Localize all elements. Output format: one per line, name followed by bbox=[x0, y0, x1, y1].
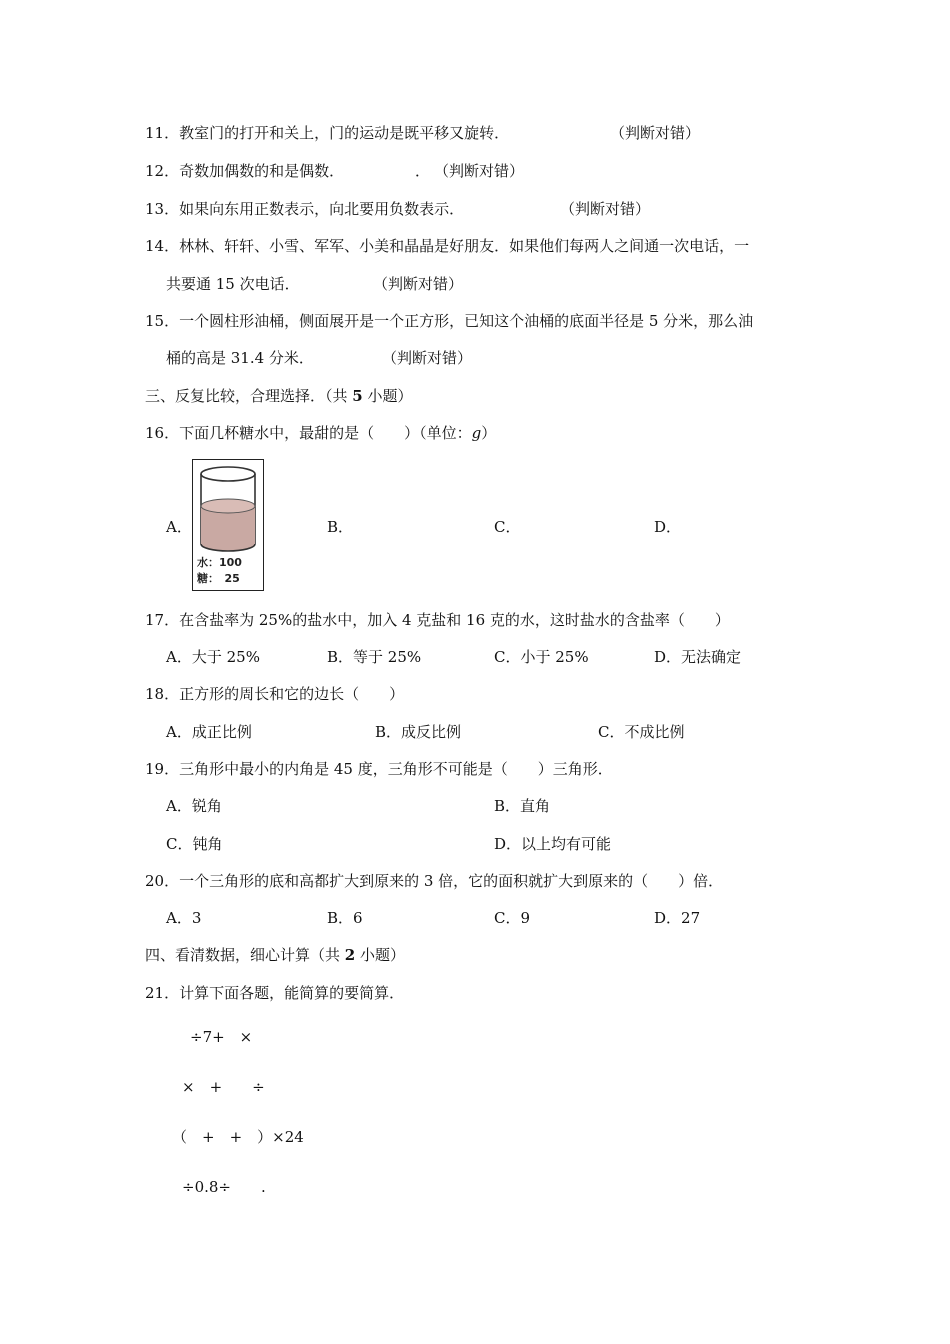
option-b[interactable]: B．等于 25% bbox=[327, 648, 422, 666]
section-question-count: 2 bbox=[344, 946, 356, 964]
expression-2: × + ÷ bbox=[182, 1078, 265, 1096]
option-d[interactable]: D． bbox=[654, 518, 682, 536]
section-heading-text: 四、看清数据，细心计算（共 bbox=[145, 946, 345, 964]
option-a[interactable]: A．成正比例 bbox=[166, 723, 252, 741]
cup-drawing bbox=[193, 460, 263, 590]
question-number: 18． bbox=[145, 685, 180, 703]
judge-tag: （判断对错） bbox=[434, 162, 525, 180]
question-text: 下面几杯糖水中，最甜的是（ ）（单位： bbox=[179, 424, 472, 442]
judge-tag: （判断对错） bbox=[560, 200, 651, 218]
question-12 bbox=[145, 161, 344, 181]
question-number: 16． bbox=[145, 424, 180, 442]
question-16 bbox=[145, 423, 496, 443]
question-text: 一个三角形的底和高都扩大到原来的 3 倍，它的面积就扩大到原来的（ ）倍． bbox=[179, 872, 724, 890]
option-d[interactable]: D．无法确定 bbox=[654, 648, 742, 666]
question-text: 如果向东用正数表示，向北要用负数表示． bbox=[179, 200, 465, 218]
question-20 bbox=[145, 871, 723, 891]
section-question-count: 5 bbox=[352, 387, 363, 405]
expression-1: ÷7+ × bbox=[190, 1028, 253, 1046]
question-18 bbox=[145, 684, 404, 704]
option-a[interactable]: A．3 bbox=[166, 909, 202, 927]
question-number: 15． bbox=[145, 312, 180, 330]
question-19 bbox=[145, 759, 613, 779]
question-13 bbox=[145, 199, 464, 219]
option-c[interactable]: C． bbox=[494, 518, 521, 536]
question-text: 奇数加偶数的和是偶数． bbox=[179, 162, 345, 180]
option-a[interactable]: A．锐角 bbox=[166, 797, 222, 815]
question-text: 正方形的周长和它的边长（ ） bbox=[179, 685, 405, 703]
question-15-continuation: 桶的高是 31.4 分米． bbox=[166, 349, 314, 367]
option-c[interactable]: C．不成比例 bbox=[598, 723, 685, 741]
expression-4: ÷0.8÷ . bbox=[182, 1178, 266, 1196]
question-11 bbox=[145, 123, 509, 143]
question-21 bbox=[145, 983, 404, 1003]
option-a[interactable]: A． bbox=[166, 518, 192, 536]
section-3-heading bbox=[145, 386, 413, 406]
question-number: 20． bbox=[145, 872, 180, 890]
section-heading-text: 三、反复比较，合理选择．（共 bbox=[145, 387, 353, 405]
answer-dot: ． bbox=[415, 162, 431, 180]
question-14-continuation: 共要通 15 次电话． bbox=[166, 275, 300, 293]
question-text: 教室门的打开和关上，门的运动是既平移又旋转． bbox=[179, 124, 510, 142]
question-text: 三角形中最小的内角是 45 度，三角形不可能是（ ）三角形． bbox=[179, 760, 613, 778]
water-amount-label: 水：100 bbox=[197, 556, 242, 569]
question-close: ） bbox=[481, 424, 497, 442]
option-b[interactable]: B．直角 bbox=[494, 797, 551, 815]
question-number: 17． bbox=[145, 611, 180, 629]
judge-tag: （判断对错） bbox=[373, 275, 464, 293]
question-text: 林林、轩轩、小雪、军军、小美和晶晶是好朋友．如果他们每两人之间通一次电话，一 bbox=[179, 237, 750, 255]
question-text: 在含盐率为 25%的盐水中，加入 4 克盐和 16 克的水，这时盐水的含盐率（ ） bbox=[179, 611, 730, 629]
question-number: 11． bbox=[145, 124, 180, 142]
question-number: 13． bbox=[145, 200, 180, 218]
option-a[interactable]: A．大于 25% bbox=[166, 648, 260, 666]
question-number: 19． bbox=[145, 760, 180, 778]
option-c[interactable]: C．9 bbox=[494, 909, 531, 927]
option-d[interactable]: D．以上均有可能 bbox=[494, 835, 612, 853]
question-17 bbox=[145, 610, 730, 630]
section-heading-suffix: 小题） bbox=[355, 946, 405, 964]
option-b[interactable]: B．成反比例 bbox=[375, 723, 462, 741]
question-text: 一个圆柱形油桶，侧面展开是一个正方形，已知这个油桶的底面半径是 5 分米，那么油 bbox=[179, 312, 754, 330]
question-number: 14． bbox=[145, 237, 180, 255]
sugar-amount-label: 糖： 25 bbox=[197, 572, 240, 585]
judge-tag: （判断对错） bbox=[382, 349, 473, 367]
option-c[interactable]: C．钝角 bbox=[166, 835, 223, 853]
section-heading-suffix: 小题） bbox=[362, 387, 413, 405]
question-text: 计算下面各题，能简算的要简算． bbox=[179, 984, 405, 1002]
question-14 bbox=[145, 236, 749, 256]
option-c[interactable]: C．小于 25% bbox=[494, 648, 589, 666]
option-b[interactable]: B．6 bbox=[327, 909, 363, 927]
judge-tag: （判断对错） bbox=[610, 124, 701, 142]
unit-label: g bbox=[471, 424, 482, 442]
section-4-heading bbox=[145, 945, 405, 965]
question-number: 12． bbox=[145, 162, 180, 180]
option-d[interactable]: D．27 bbox=[654, 909, 701, 927]
option-b[interactable]: B． bbox=[327, 518, 354, 536]
question-15 bbox=[145, 311, 753, 331]
sugar-water-cup-image bbox=[192, 459, 264, 591]
expression-3: （ + + ）×24 bbox=[172, 1128, 304, 1146]
question-number: 21． bbox=[145, 984, 180, 1002]
